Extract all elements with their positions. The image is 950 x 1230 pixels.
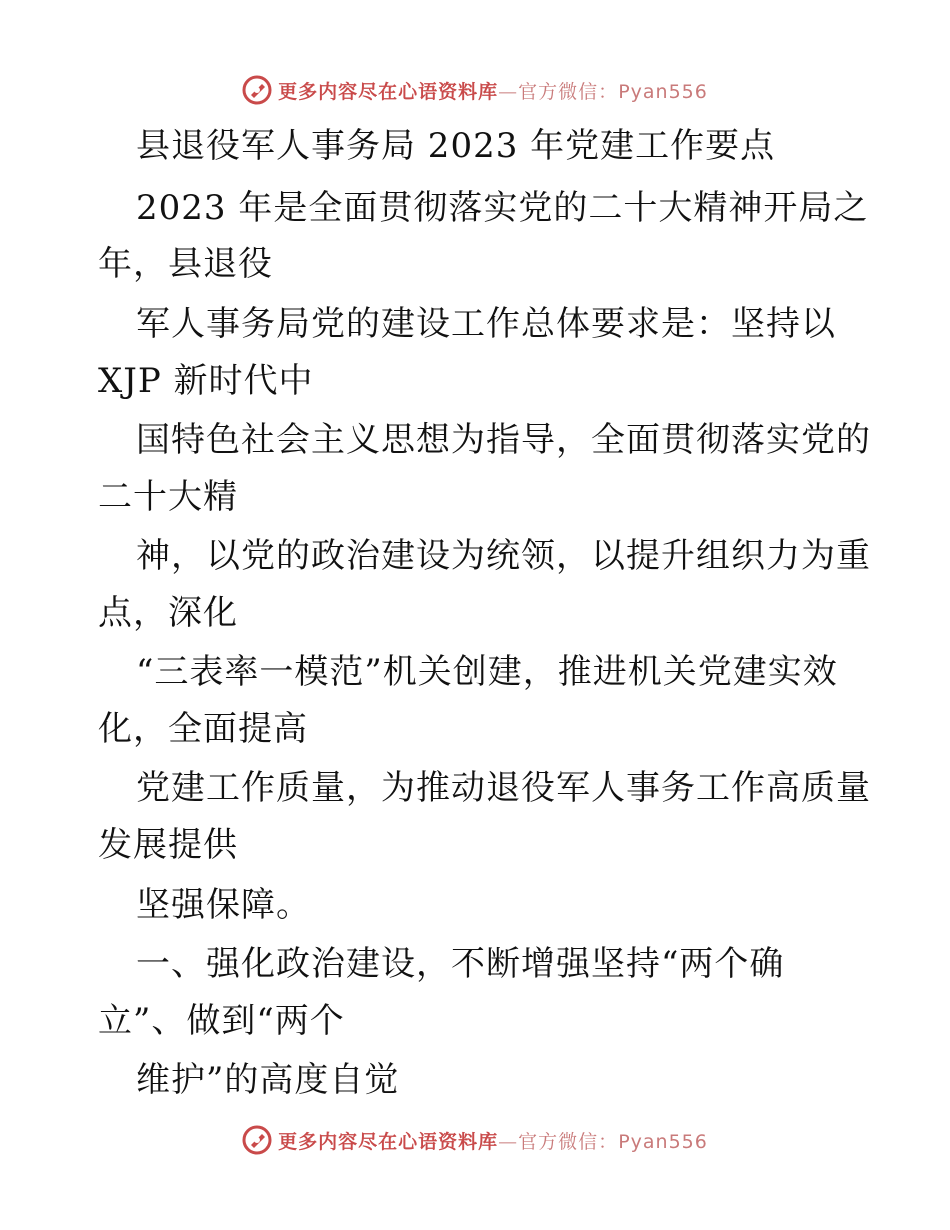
watermark-separator: — <box>498 80 519 103</box>
watermark-wechat-id: Pyan556 <box>618 1130 708 1153</box>
paragraph-line: 国特色社会主义思想为指导，全面贯彻落实党的 <box>136 420 871 460</box>
paragraph-line: 化，全面提高 <box>98 709 308 749</box>
watermark-wechat-id: Pyan556 <box>618 80 708 103</box>
paragraph-line: 党建工作质量，为推动退役军人事务工作高质量 <box>136 768 871 808</box>
pen-seal-logo-icon <box>242 1125 272 1155</box>
paragraph-line: 2023 年是全面贯彻落实党的二十大精神开局之 <box>136 188 869 228</box>
paragraph-line: 军人事务局党的建设工作总体要求是：坚持以 <box>136 304 836 344</box>
bottom-watermark-banner <box>0 1120 950 1160</box>
paragraph-line: 神，以党的政治建设为统领，以提升组织力为重 <box>136 536 871 576</box>
paragraph-line: XJP 新时代中 <box>98 361 314 401</box>
watermark-text <box>278 1127 708 1154</box>
watermark-wechat-label: 官方微信： <box>518 80 619 103</box>
watermark-separator: — <box>498 1130 519 1153</box>
watermark-wechat-label: 官方微信： <box>518 1130 619 1153</box>
section-heading-line: 一、强化政治建设，不断增强坚持“两个确 <box>136 944 785 984</box>
paragraph-line: 年，县退役 <box>98 244 273 284</box>
document-title: 县退役军人事务局 2023 年党建工作要点 <box>136 126 776 166</box>
section-heading-line: 维护”的高度自觉 <box>136 1060 400 1100</box>
paragraph-line: “三表率一模范”机关创建，推进机关党建实效 <box>136 652 838 692</box>
section-heading-line: 立”、做到“两个 <box>98 1001 345 1041</box>
paragraph-line: 二十大精 <box>98 477 238 517</box>
watermark-site-text: 更多内容尽在心语资料库 <box>278 1130 499 1153</box>
paragraph-line: 坚强保障。 <box>136 885 311 925</box>
watermark-site-text: 更多内容尽在心语资料库 <box>278 80 499 103</box>
paragraph-line: 发展提供 <box>98 825 238 865</box>
paragraph-line: 点，深化 <box>98 593 238 633</box>
